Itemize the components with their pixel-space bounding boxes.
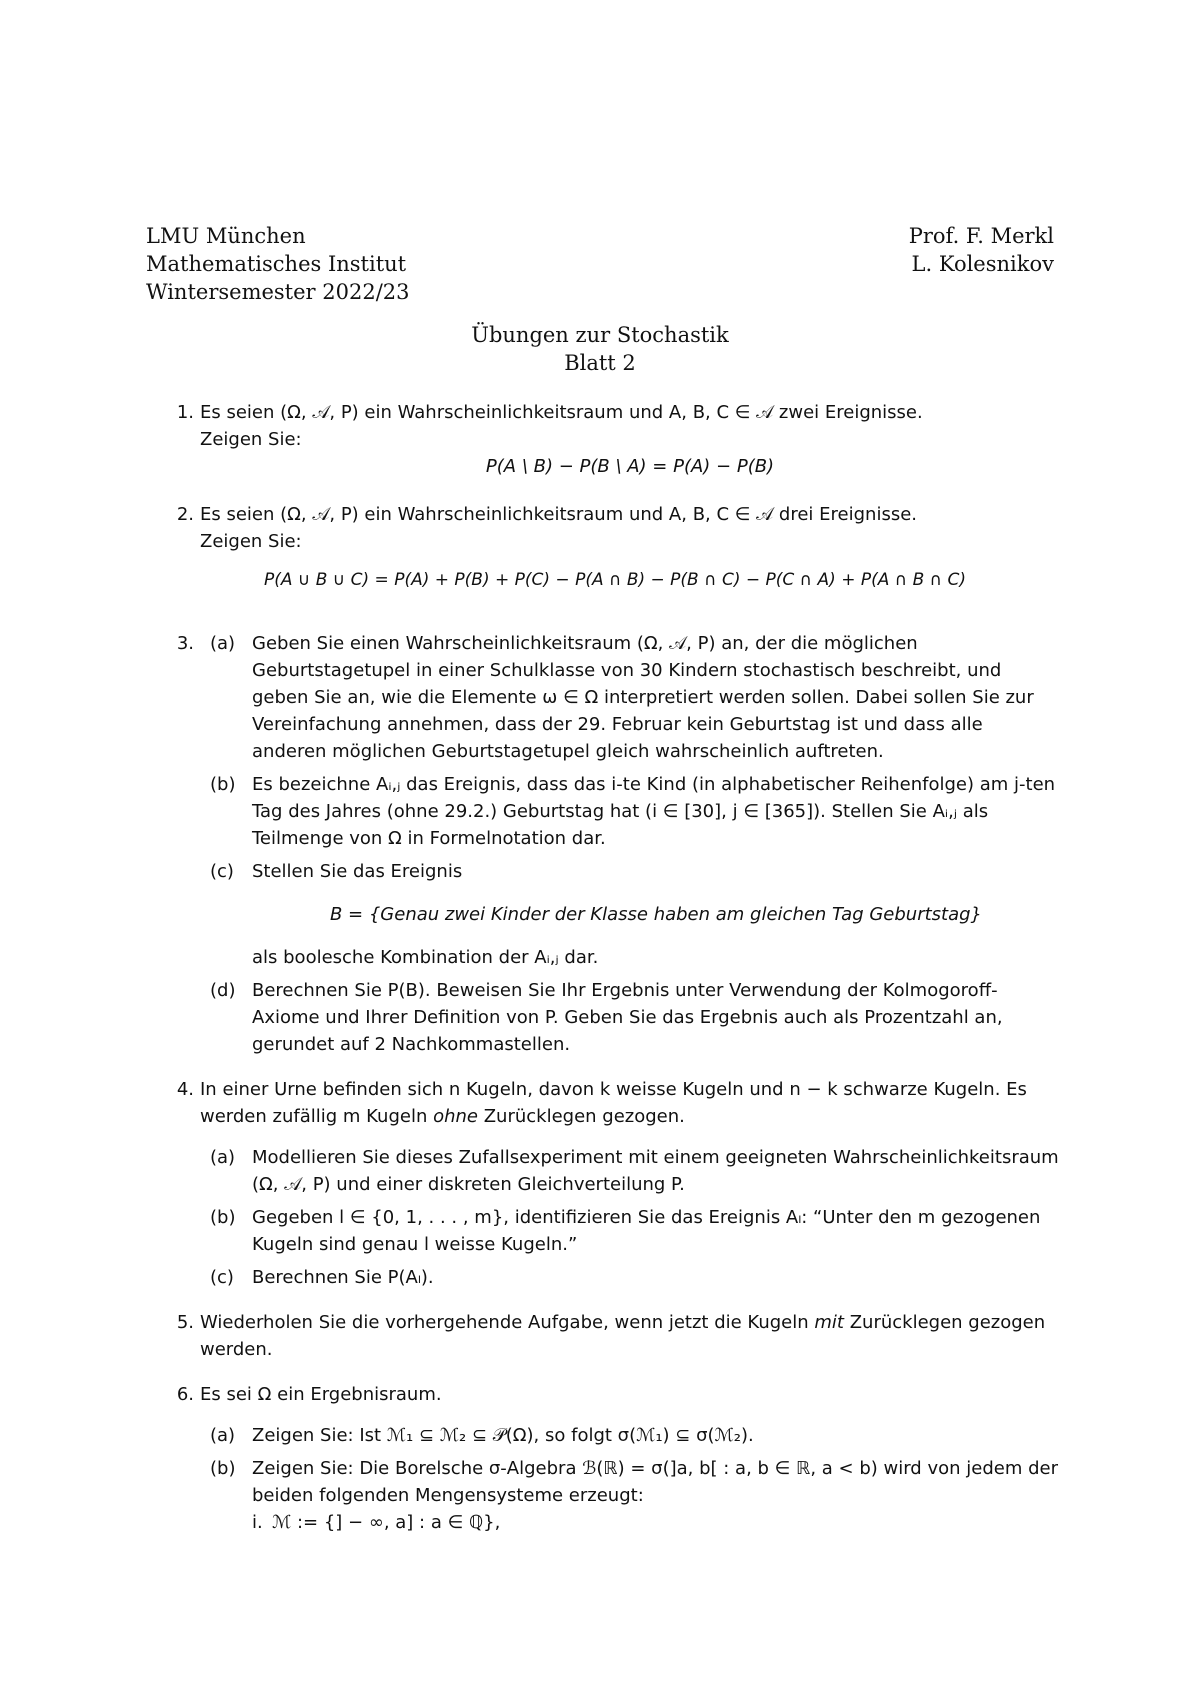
subtask-a — [170, 1422, 1060, 1449]
subtask-formula: B = {Genau zwei Kinder der Klasse haben am gleichen Tag Geburtstag} — [329, 904, 983, 925]
subtask-b — [170, 1455, 1060, 1536]
subtask-label: (b) — [210, 1207, 236, 1228]
subtask-a — [170, 630, 1060, 765]
subtask-text: Zeigen Sie: Die Borelsche σ-Algebra ℬ(ℝ) = σ(]a, b[ : a, b ∈ ℝ, a < b) wird von jedem der beiden folgenden Mengensysteme erzeugt: — [252, 1458, 1058, 1506]
header-assistant: L. Kolesnikov — [911, 252, 1054, 276]
emphasis-ohne: ohne — [433, 1106, 478, 1127]
exercise-text: Wiederholen Sie die vorhergehende Aufgabe, wenn jetzt die Kugeln mit Zurücklegen gezogen werden. — [200, 1312, 1046, 1360]
header-semester: Wintersemester 2022/23 — [146, 280, 410, 304]
header-institute: Mathematisches Institut — [146, 252, 407, 276]
exercise-5 — [170, 1309, 1060, 1363]
subtask-label: (a) — [210, 1425, 236, 1446]
exercise-formula: P(A ∪ B ∪ C) = P(A) + P(B) + P(C) − P(A ∩ B) − P(B ∩ C) − P(C ∩ A) + P(A ∩ B ∩ C) — [263, 570, 967, 590]
subsubtask-label: i. — [252, 1512, 263, 1533]
subtask-label: (a) — [210, 633, 236, 654]
subtask-text: Berechnen Sie P(Aₗ). — [252, 1267, 434, 1288]
course-title: Übungen zur Stochastik — [471, 323, 729, 347]
subtask-text: Stellen Sie das Ereignis — [252, 861, 463, 882]
subtask-text-after: als boolesche Kombination der Aᵢ,ⱼ dar. — [252, 947, 599, 968]
exercise-list — [170, 399, 1060, 1536]
header-authors — [909, 222, 1054, 278]
exercise-number: 4. — [176, 1079, 194, 1100]
exercise-3 — [170, 630, 1060, 1058]
header-professor: Prof. F. Merkl — [908, 224, 1054, 248]
subsubtask-text: ℳ := {] − ∞, a] : a ∈ ℚ}, — [272, 1512, 501, 1533]
sheet-number: Blatt 2 — [564, 351, 636, 375]
subtask-a — [170, 1144, 1060, 1198]
exercise-number: 3. — [176, 633, 194, 654]
exercise-4 — [170, 1076, 1060, 1291]
subtask-label: (b) — [210, 1458, 236, 1479]
exercise-number: 6. — [176, 1384, 194, 1405]
exercise-text: In einer Urne befinden sich n Kugeln, davon k weisse Kugeln und n − k schwarze Kugeln. Es werden zufällig m Kugeln ohne Zurücklegen gezogen. — [200, 1079, 1027, 1127]
exercise-number: 1. — [176, 402, 194, 423]
subtask-label: (d) — [210, 980, 236, 1001]
exercise-number: 5. — [176, 1312, 194, 1333]
subtask-text: Modellieren Sie dieses Zufallsexperiment mit einem geeigneten Wahrscheinlichkeitsraum (Ω, 𝒜, P) und einer diskreten Gleichverteilung P. — [252, 1147, 1059, 1195]
exercise-number: 2. — [176, 504, 194, 525]
exercise-formula: P(A \ B) − P(B \ A) = P(A) − P(B) — [485, 456, 775, 477]
exercise-1 — [170, 399, 1060, 480]
subtask-text: Geben Sie einen Wahrscheinlichkeitsraum (Ω, 𝒜, P) an, der die möglichen Geburtstagetupel in einer Schulklasse von 30 Kindern stochastisch beschreibt, und geben Sie an, wie die Elemente ω ∈ Ω interpretiert werden sollen. Dabei sollen Sie zur Vereinfachung annehmen, dass der 29. Februar kein Geburtstag ist und dass alle anderen möglichen Geburtstagetupel gleich wahrscheinlich auftreten. — [252, 633, 1034, 762]
subtask-b — [170, 1204, 1060, 1258]
exercise-2 — [170, 501, 1060, 594]
subtask-text: Gegeben l ∈ {0, 1, . . . , m}, identifizieren Sie das Ereignis Aₗ: “Unter den m gezogenen Kugeln sind genau l weisse Kugeln.” — [252, 1207, 1041, 1255]
subtask-b — [170, 771, 1060, 852]
subsubtask-i — [222, 1509, 1060, 1536]
exercise-6 — [170, 1381, 1060, 1536]
subtask-text: Berechnen Sie P(B). Beweisen Sie Ihr Ergebnis unter Verwendung der Kolmogoroff-Axiome und Ihrer Definition von P. Geben Sie das Ergebnis auch als Prozentzahl an, gerundet auf 2 Nachkommastellen. — [252, 980, 1003, 1055]
exercise-text: Es seien (Ω, 𝒜, P) ein Wahrscheinlichkeitsraum und A, B, C ∈ 𝒜 drei Ereignisse. — [200, 504, 917, 525]
subtask-label: (c) — [210, 1267, 234, 1288]
subtask-c — [170, 1264, 1060, 1291]
subtask-text: Es bezeichne Aᵢ,ⱼ das Ereignis, dass das i-te Kind (in alphabetischer Reihenfolge) am j-ten Tag des Jahres (ohne 29.2.) Geburtstag hat (i ∈ [30], j ∈ [365]). Stellen Sie Aᵢ,ⱼ als Teilmenge von Ω in Formelnotation dar. — [252, 774, 1056, 849]
sheet-title — [0, 321, 1200, 377]
exercise-text: Es sei Ω ein Ergebnisraum. — [200, 1384, 442, 1405]
subtask-c — [170, 858, 1060, 971]
exercise-prompt: Zeigen Sie: — [200, 429, 302, 450]
subtask-label: (a) — [210, 1147, 236, 1168]
header-university: LMU München — [146, 224, 306, 248]
subtask-label: (b) — [210, 774, 236, 795]
subtask-d — [170, 977, 1060, 1058]
subtask-label: (c) — [210, 861, 234, 882]
header-institution — [146, 222, 410, 306]
subtask-text: Zeigen Sie: Ist ℳ₁ ⊆ ℳ₂ ⊆ 𝒫(Ω), so folgt σ(ℳ₁) ⊆ σ(ℳ₂). — [252, 1425, 754, 1446]
exercise-prompt: Zeigen Sie: — [200, 531, 302, 552]
emphasis-mit: mit — [814, 1312, 844, 1333]
exercise-text: Es seien (Ω, 𝒜, P) ein Wahrscheinlichkeitsraum und A, B, C ∈ 𝒜 zwei Ereignisse. — [200, 402, 923, 423]
